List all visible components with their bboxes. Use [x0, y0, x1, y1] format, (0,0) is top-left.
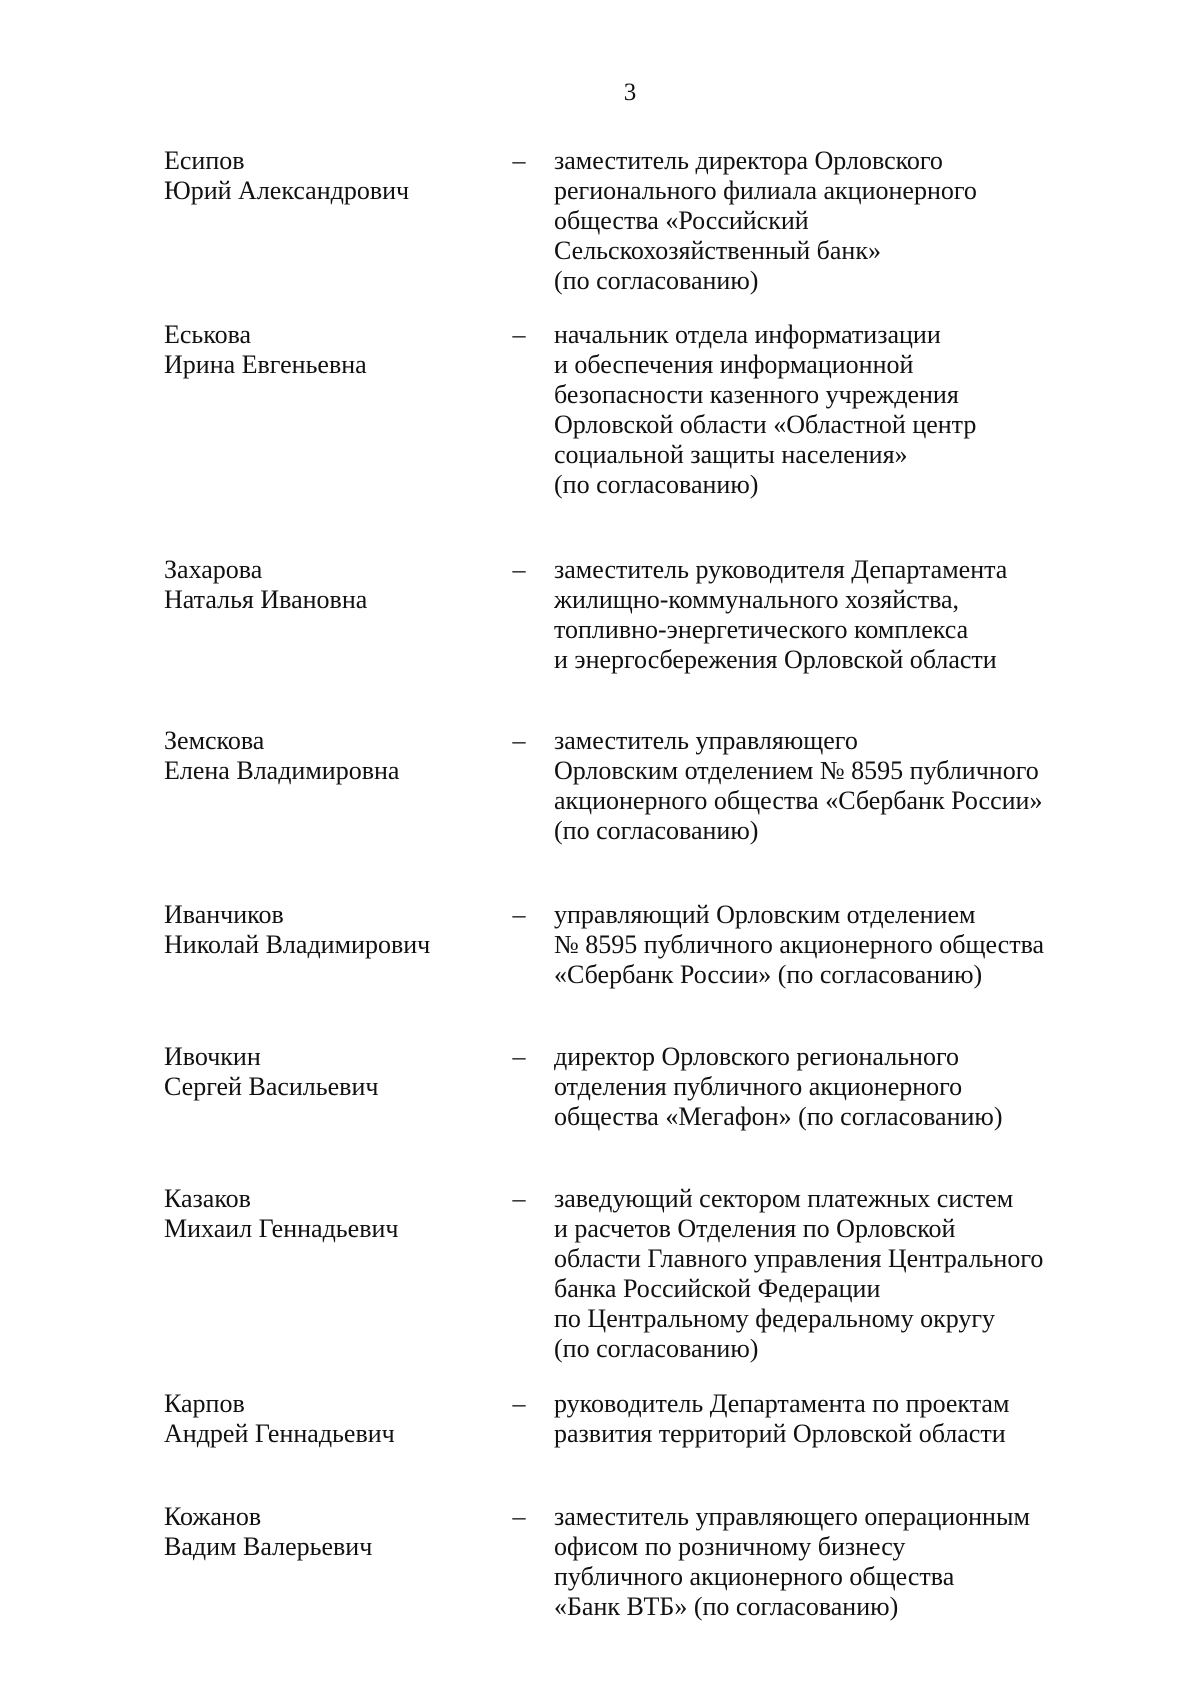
surname: Карпов	[164, 1389, 245, 1418]
description-line: офисом по розничному бизнесу	[554, 1532, 906, 1561]
description-line: (по согласованию)	[554, 816, 759, 845]
description-line: Сельскохозяйственный банк»	[554, 236, 881, 265]
dash-separator: –	[512, 555, 526, 584]
given-names: Елена Владимировна	[164, 756, 400, 785]
description-line: области Главного управления Центрального	[554, 1244, 1044, 1273]
surname: Казаков	[164, 1184, 251, 1213]
description-line: (по согласованию)	[554, 470, 759, 499]
description-line: «Банк ВТБ» (по согласованию)	[554, 1592, 899, 1621]
description-line: публичного акционерного общества	[554, 1562, 955, 1591]
dash-separator: –	[512, 1389, 526, 1418]
position-description	[554, 726, 1114, 846]
description-line: руководитель Департамента по проектам	[554, 1389, 1010, 1418]
person-name	[164, 1042, 494, 1102]
description-line: и энергосбережения Орловской области	[554, 645, 997, 674]
description-line: развития территорий Орловской области	[554, 1419, 1006, 1448]
surname: Иванчиков	[164, 900, 284, 929]
dash-separator: –	[512, 146, 526, 175]
description-line: и расчетов Отделения по Орловской	[554, 1214, 956, 1243]
given-names: Николай Владимирович	[164, 930, 431, 959]
person-name	[164, 146, 494, 206]
position-description	[554, 146, 1114, 296]
description-line: регионального филиала акционерного	[554, 176, 977, 205]
person-name	[164, 1184, 494, 1244]
description-line: (по согласованию)	[554, 1334, 759, 1363]
description-line: Орловским отделением № 8595 публичного	[554, 756, 1039, 785]
person-name	[164, 1389, 494, 1449]
description-line: № 8595 публичного акционерного общества	[554, 930, 1045, 959]
given-names: Андрей Геннадьевич	[164, 1419, 395, 1448]
surname: Земскова	[164, 726, 265, 755]
person-name	[164, 1502, 494, 1562]
description-line: директор Орловского регионального	[554, 1042, 959, 1071]
given-names: Вадим Валерьевич	[164, 1532, 373, 1561]
dash-separator: –	[512, 726, 526, 755]
person-name	[164, 555, 494, 615]
given-names: Михаил Геннадьевич	[164, 1214, 399, 1243]
position-description	[554, 1042, 1114, 1132]
position-description	[554, 1502, 1114, 1622]
given-names: Юрий Александрович	[164, 176, 410, 205]
person-name	[164, 320, 494, 380]
description-line: заместитель управляющего	[554, 726, 858, 755]
description-line: Орловской области «Областной центр	[554, 410, 977, 439]
position-description	[554, 320, 1114, 500]
description-line: «Сбербанк России» (по согласованию)	[554, 960, 983, 989]
description-line: заместитель управляющего операционным	[554, 1502, 1030, 1531]
description-line: общества «Российский	[554, 206, 809, 235]
description-line: заведующий сектором платежных систем	[554, 1184, 1014, 1213]
position-description	[554, 1184, 1114, 1364]
description-line: жилищно-коммунального хозяйства,	[554, 585, 960, 614]
description-line: заместитель руководителя Департамента	[554, 555, 1008, 584]
dash-separator: –	[512, 900, 526, 929]
dash-separator: –	[512, 1502, 526, 1531]
page-number: 3	[623, 79, 637, 106]
description-line: заместитель директора Орловского	[554, 146, 943, 175]
surname: Кожанов	[164, 1502, 262, 1531]
given-names: Наталья Ивановна	[164, 585, 368, 614]
description-line: начальник отдела информатизации	[554, 320, 941, 349]
surname: Захарова	[164, 555, 263, 584]
surname: Еськова	[164, 320, 252, 349]
description-line: (по согласованию)	[554, 266, 759, 295]
description-line: по Центральному федеральному округу	[554, 1304, 996, 1333]
position-description	[554, 900, 1114, 990]
person-name	[164, 900, 494, 960]
position-description	[554, 1389, 1114, 1449]
dash-separator: –	[512, 1184, 526, 1213]
description-line: общества «Мегафон» (по согласованию)	[554, 1102, 1003, 1131]
description-line: и обеспечения информационной	[554, 350, 914, 379]
given-names: Сергей Васильевич	[164, 1072, 379, 1101]
given-names: Ирина Евгеньевна	[164, 350, 367, 379]
description-line: топливно-энергетического комплекса	[554, 615, 969, 644]
surname: Есипов	[164, 146, 245, 175]
dash-separator: –	[512, 320, 526, 349]
description-line: социальной защиты населения»	[554, 440, 908, 469]
description-line: управляющий Орловским отделением	[554, 900, 976, 929]
position-description	[554, 555, 1114, 675]
description-line: акционерного общества «Сбербанк России»	[554, 786, 1043, 815]
dash-separator: –	[512, 1042, 526, 1071]
surname: Ивочкин	[164, 1042, 261, 1071]
description-line: безопасности казенного учреждения	[554, 380, 959, 409]
description-line: банка Российской Федерации	[554, 1274, 881, 1303]
description-line: отделения публичного акционерного	[554, 1072, 963, 1101]
person-name	[164, 726, 494, 786]
